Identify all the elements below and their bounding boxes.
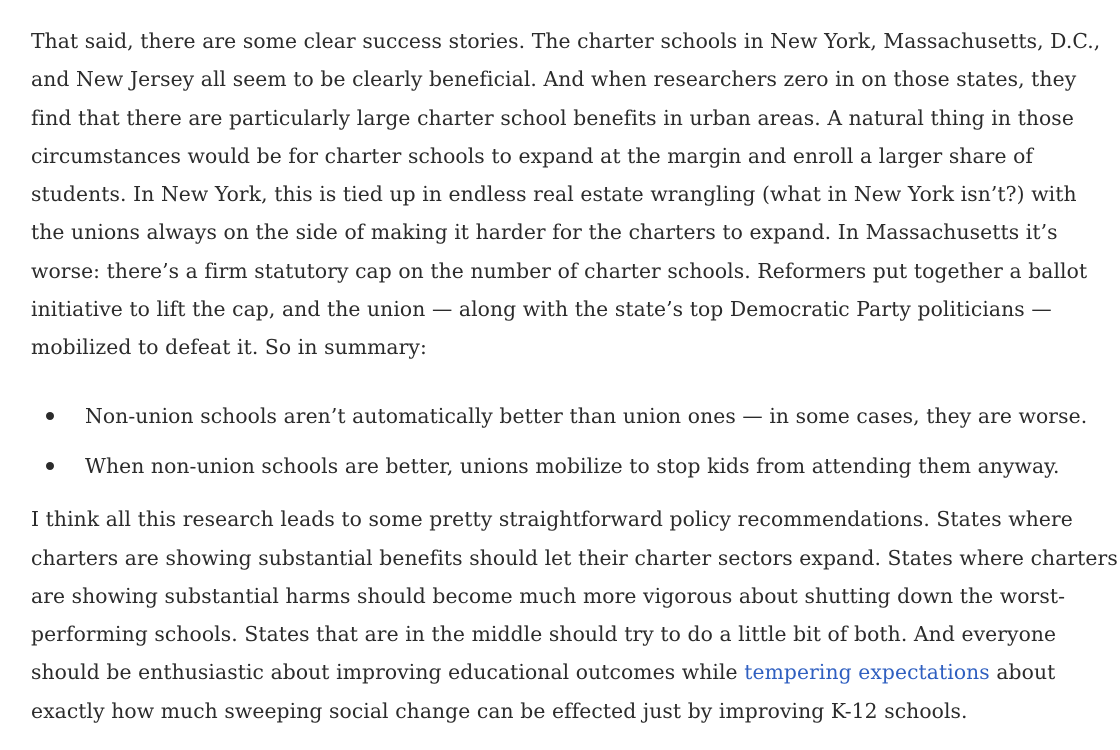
text-segment: about xyxy=(989,660,1056,685)
bullet-item xyxy=(31,397,1120,435)
text-line: circumstances would be for charter schools to expand at the margin and enroll a larger share of xyxy=(31,143,1034,168)
text-segment: should be enthusiastic about improving educational outcomes while xyxy=(31,660,745,685)
text-line-with-link xyxy=(31,653,1120,691)
text-line: the unions always on the side of making it harder for the charters to expand. In Massachusetts it’s xyxy=(31,220,1058,245)
text-line: initiative to lift the cap, and the union — along with the state’s top Democratic Party politicians — xyxy=(31,297,1052,322)
bullet-dot-icon xyxy=(46,462,54,470)
text-line: and New Jersey all seem to be clearly beneficial. And when researchers zero in on those states, they xyxy=(31,67,1077,92)
bullet-text: When non-union schools are better, unions mobilize to stop kids from attending them anyway. xyxy=(85,453,1060,478)
text-line: mobilized to defeat it. So in summary: xyxy=(31,335,427,360)
text-line: performing schools. States that are in the middle should try to do a little bit of both. And everyone xyxy=(31,622,1057,647)
paragraph-policy-recommendations xyxy=(31,500,1120,730)
bullet-item xyxy=(31,447,1120,485)
bullet-text: Non-union schools aren’t automatically better than union ones — in some cases, they are worse. xyxy=(85,403,1088,428)
text-line: students. In New York, this is tied up in endless real estate wrangling (what in New York isn’t?) with xyxy=(31,182,1077,207)
tempering-expectations-link[interactable]: tempering expectations xyxy=(744,660,990,685)
text-line: charters are showing substantial benefits should let their charter sectors expand. States where charters xyxy=(31,545,1118,570)
text-line: find that there are particularly large charter school benefits in urban areas. A natural thing in those xyxy=(31,105,1074,130)
text-line: That said, there are some clear success stories. The charter schools in New York, Massachusetts, D.C., xyxy=(31,29,1101,53)
paragraph-success-stories xyxy=(31,22,1120,367)
article-body xyxy=(31,22,1120,730)
text-line: are showing substantial harms should become much more vigorous about shutting down the worst- xyxy=(31,583,1066,608)
summary-bullet-list xyxy=(31,397,1120,486)
text-line: worse: there’s a firm statutory cap on the number of charter schools. Reformers put together a ballot xyxy=(31,258,1088,283)
text-line: exactly how much sweeping social change can be effected just by improving K-12 schools. xyxy=(31,698,968,723)
text-line: I think all this research leads to some pretty straightforward policy recommendations. States where xyxy=(31,507,1073,532)
bullet-dot-icon xyxy=(46,412,54,420)
